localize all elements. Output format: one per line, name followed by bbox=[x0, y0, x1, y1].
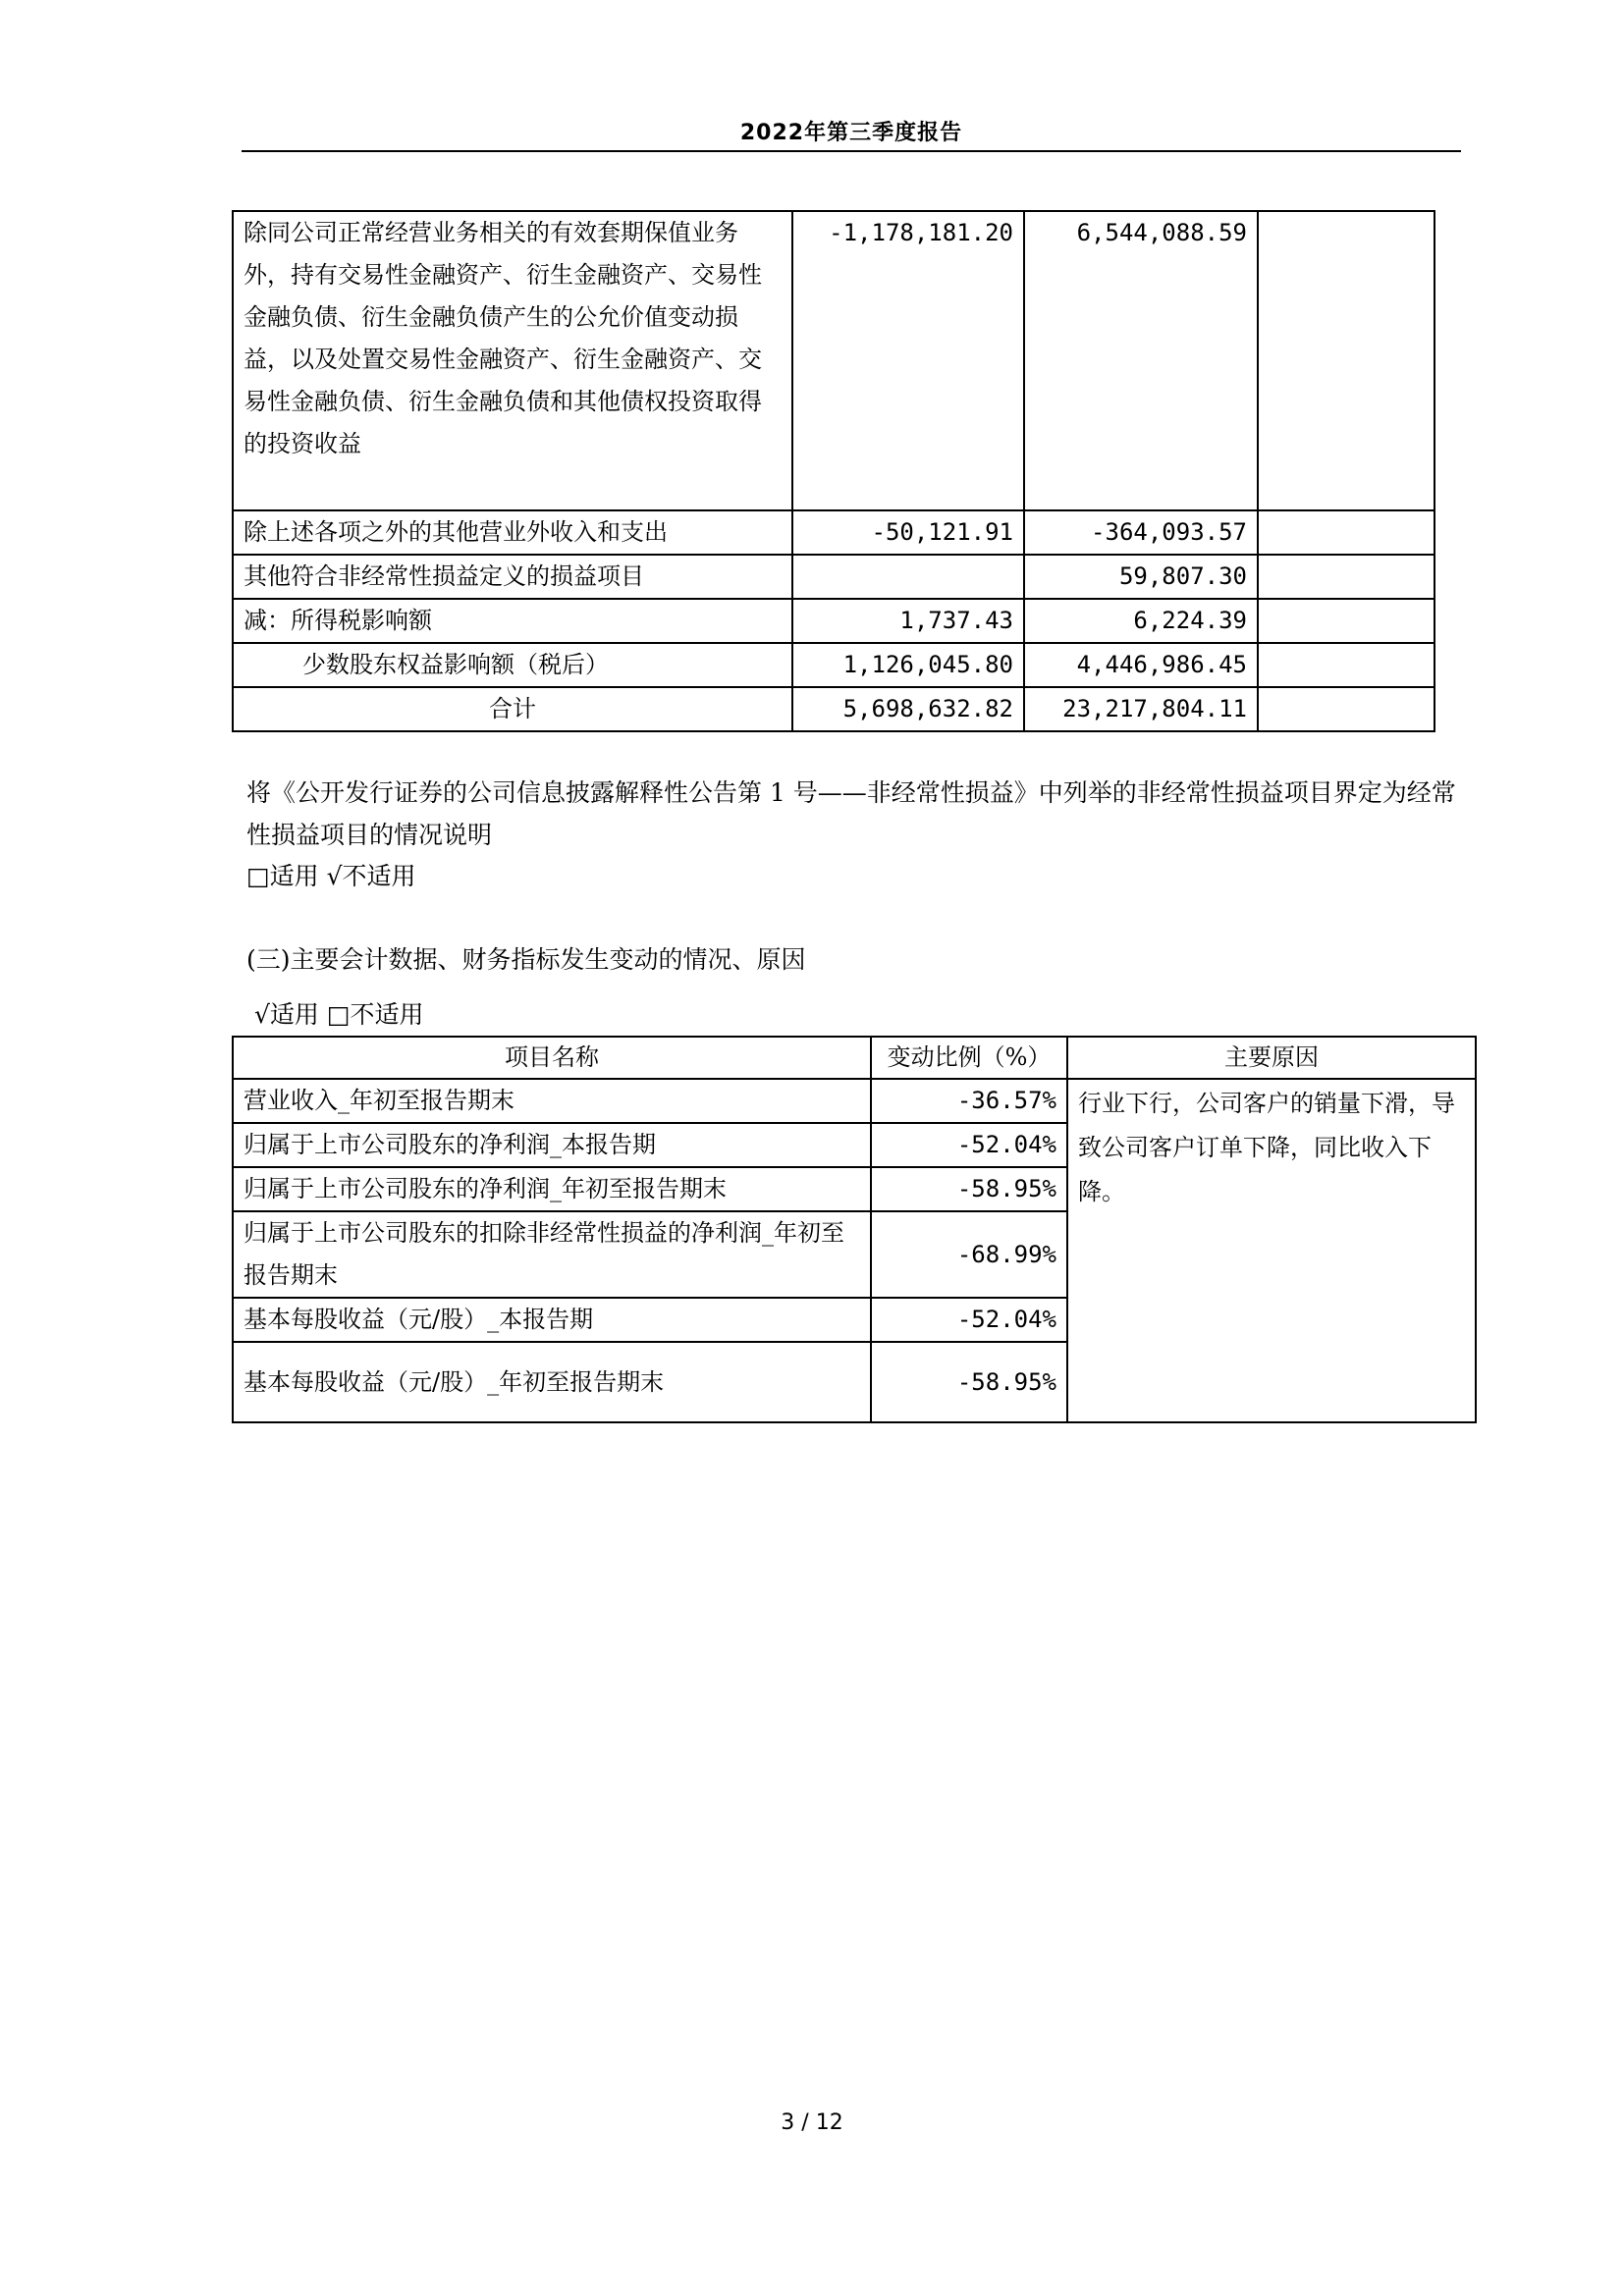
current-period-value: -50,121.91 bbox=[792, 510, 1024, 555]
row-label: 减：所得税影响额 bbox=[233, 599, 792, 643]
section-applicability: √适用 □不适用 bbox=[254, 1000, 424, 1029]
item-name: 归属于上市公司股东的净利润_年初至报告期末 bbox=[233, 1167, 871, 1211]
table-row bbox=[233, 510, 1435, 555]
table-row bbox=[233, 687, 1435, 731]
ytd-value: 6,544,088.59 bbox=[1024, 211, 1258, 510]
current-period-value: 5,698,632.82 bbox=[792, 687, 1024, 731]
change-ratio: -58.95% bbox=[871, 1167, 1067, 1211]
column-header: 主要原因 bbox=[1067, 1037, 1476, 1079]
current-period-value: -1,178,181.20 bbox=[792, 211, 1024, 510]
note-cell bbox=[1258, 211, 1435, 510]
page-number: 3 / 12 bbox=[781, 2110, 843, 2135]
page-title: 2022年第三季度报告 bbox=[739, 121, 963, 145]
item-name: 营业收入_年初至报告期末 bbox=[233, 1079, 871, 1123]
row-label: 除同公司正常经营业务相关的有效套期保值业务外，持有交易性金融资产、衍生金融资产、交易性金融负债、衍生金融负债产生的公允价值变动损益，以及处置交易性金融资产、衍生金融资产、交易性金融负债、衍生金融负债和其他债权投资取得的投资收益 bbox=[233, 211, 792, 510]
change-ratio: -58.95% bbox=[871, 1342, 1067, 1422]
row-label: 少数股东权益影响额（税后） bbox=[233, 643, 792, 687]
current-period-value: 1,126,045.80 bbox=[792, 643, 1024, 687]
column-header: 变动比例（%） bbox=[871, 1037, 1067, 1079]
note-cell bbox=[1258, 510, 1435, 555]
current-period-value bbox=[792, 555, 1024, 599]
note-cell bbox=[1258, 643, 1435, 687]
change-ratio: -52.04% bbox=[871, 1298, 1067, 1342]
ytd-value: 4,446,986.45 bbox=[1024, 643, 1258, 687]
ytd-value: 59,807.30 bbox=[1024, 555, 1258, 599]
main-reason: 行业下行，公司客户的销量下滑，导致公司客户订单下降，同比收入下降。 bbox=[1067, 1079, 1476, 1422]
note-cell bbox=[1258, 555, 1435, 599]
table-row bbox=[233, 643, 1435, 687]
table-row bbox=[233, 211, 1435, 510]
ytd-value: -364,093.57 bbox=[1024, 510, 1258, 555]
non-recurring-gains-table bbox=[232, 210, 1435, 732]
ytd-value: 6,224.39 bbox=[1024, 599, 1258, 643]
notice-applicability: □适用 √不适用 bbox=[246, 862, 416, 890]
row-label: 合计 bbox=[233, 687, 792, 731]
table-row bbox=[233, 1079, 1476, 1123]
indicator-change-table bbox=[232, 1036, 1477, 1423]
header-rule bbox=[242, 150, 1461, 152]
item-name: 基本每股收益（元/股）_本报告期 bbox=[233, 1298, 871, 1342]
item-name: 归属于上市公司股东的扣除非经常性损益的净利润_年初至报告期末 bbox=[233, 1211, 871, 1298]
item-name: 归属于上市公司股东的净利润_本报告期 bbox=[233, 1123, 871, 1167]
change-ratio: -36.57% bbox=[871, 1079, 1067, 1123]
ytd-value: 23,217,804.11 bbox=[1024, 687, 1258, 731]
table-row bbox=[233, 555, 1435, 599]
table-header-row bbox=[233, 1037, 1476, 1079]
column-header: 项目名称 bbox=[233, 1037, 871, 1079]
section-title: (三)主要会计数据、财务指标发生变动的情况、原因 bbox=[246, 945, 806, 974]
row-label: 其他符合非经常性损益定义的损益项目 bbox=[233, 555, 792, 599]
notice-text: 将《公开发行证券的公司信息披露解释性公告第 1 号——非经常性损益》中列举的非经常性损益项目界定为经常性损益项目的情况说明 bbox=[246, 778, 1456, 849]
item-name: 基本每股收益（元/股）_年初至报告期末 bbox=[233, 1342, 871, 1422]
note-cell bbox=[1258, 687, 1435, 731]
change-ratio: -68.99% bbox=[871, 1211, 1067, 1298]
current-period-value: 1,737.43 bbox=[792, 599, 1024, 643]
table-row bbox=[233, 599, 1435, 643]
change-ratio: -52.04% bbox=[871, 1123, 1067, 1167]
note-cell bbox=[1258, 599, 1435, 643]
row-label: 除上述各项之外的其他营业外收入和支出 bbox=[233, 510, 792, 555]
